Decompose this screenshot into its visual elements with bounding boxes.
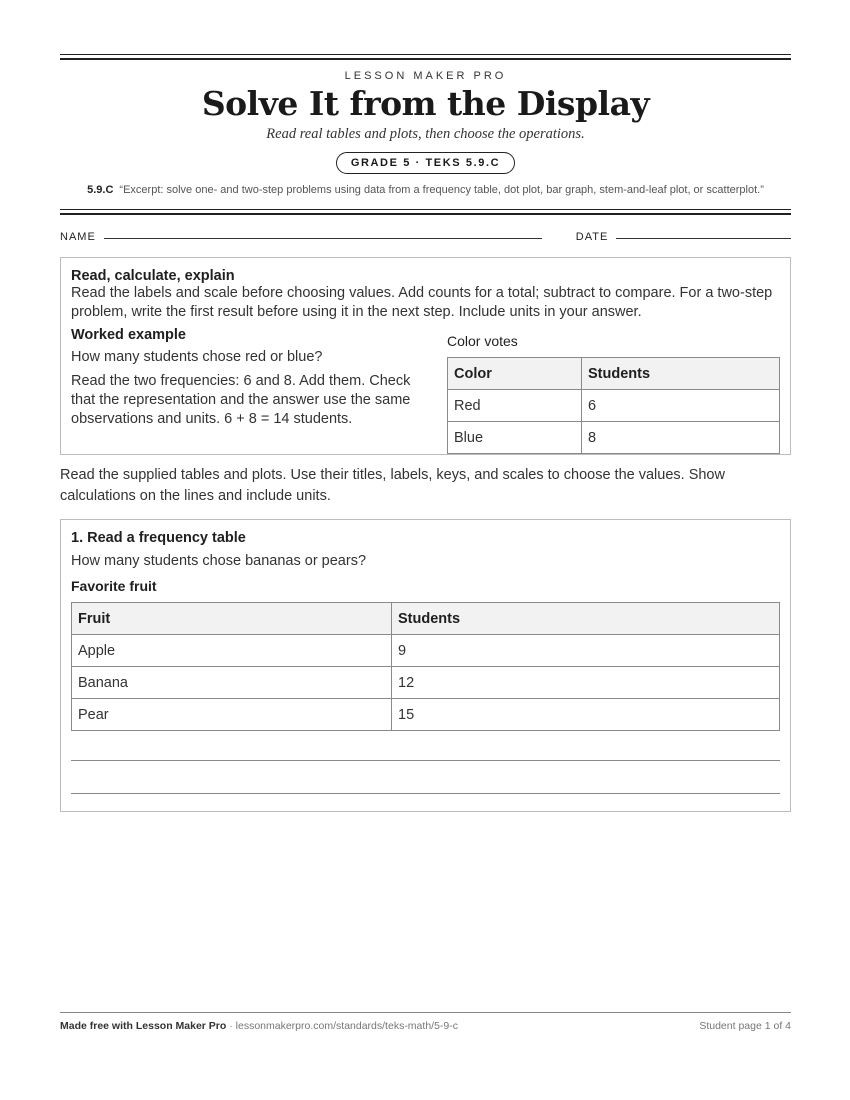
page-number: Student page 1 of 4: [699, 1020, 791, 1032]
favorite-fruit-table: [71, 602, 780, 731]
footer-separator: ·: [226, 1020, 236, 1032]
brand-name: LESSON MAKER PRO: [344, 70, 507, 82]
table-cell: 6: [582, 390, 780, 422]
header-bottom-double-rule: [60, 209, 791, 215]
question-1-prompt: How many students chose bananas or pears?: [71, 553, 367, 569]
worked-example: [71, 327, 780, 454]
column-header: Color: [448, 358, 582, 390]
answer-line[interactable]: [71, 793, 780, 794]
standard-excerpt: [60, 182, 791, 198]
table-cell: Apple: [72, 635, 392, 667]
table-row: [72, 699, 780, 731]
instructions-text: Read the supplied tables and plots. Use their titles, labels, keys, and scales to choose the values. Show calculations on the lines and include units.: [60, 467, 725, 504]
date-field[interactable]: [616, 238, 791, 239]
answer-line[interactable]: [71, 760, 780, 761]
table-cell: 12: [392, 667, 780, 699]
column-header: Fruit: [72, 603, 392, 635]
intro-box: [60, 257, 791, 455]
worksheet-page: [60, 54, 791, 812]
worked-example-solution: Read the two frequencies: 6 and 8. Add them. Check that the representation and the answer use the same observations and units. 6 + 8 = 14 students.: [71, 373, 411, 427]
standard-code: 5.9.C: [87, 184, 114, 196]
name-date-row: [60, 231, 791, 243]
footer-url: lessonmakerpro.com/standards/teks-math/5-9-c: [235, 1020, 458, 1032]
column-header: Students: [392, 603, 780, 635]
page-title: Solve It from the Display: [201, 84, 650, 123]
name-field[interactable]: [104, 238, 542, 239]
footer-made-with: Made free with Lesson Maker Pro: [60, 1020, 227, 1032]
table-row: [448, 390, 780, 422]
table-cell: Red: [448, 390, 582, 422]
table-cell: Blue: [448, 422, 582, 454]
table-cell: 9: [392, 635, 780, 667]
intro-text: Read the labels and scale before choosing values. Add counts for a total; subtract to compare. For a two-step problem, write the first result before using it in the next step. Include units in your answer.: [71, 285, 773, 320]
date-label: DATE: [575, 231, 609, 243]
table-cell: Banana: [72, 667, 392, 699]
worked-example-heading: Worked example: [71, 327, 186, 343]
top-double-rule: [60, 54, 791, 60]
table-row: [72, 667, 780, 699]
table-row: [448, 422, 780, 454]
grade-standard-badge: GRADE 5 · TEKS 5.9.C: [336, 152, 515, 174]
table-cell: Pear: [72, 699, 392, 731]
table-cell: 8: [582, 422, 780, 454]
page-footer: [60, 1012, 791, 1032]
intro-heading: Read, calculate, explain: [71, 268, 235, 284]
question-1-heading: 1. Read a frequency table: [71, 530, 246, 546]
table-cell: 15: [392, 699, 780, 731]
standard-text: “Excerpt: solve one- and two-step problems using data from a frequency table, dot plot, bar graph, stem-and-leaf plot, or scatterplot.”: [119, 184, 764, 196]
page-subtitle: Read real tables and plots, then choose the operations.: [266, 126, 585, 142]
color-votes-table: [447, 357, 780, 454]
favorite-fruit-caption: Favorite fruit: [71, 578, 157, 594]
worked-example-question: How many students chose red or blue?: [71, 349, 323, 365]
question-1-box: [60, 519, 791, 812]
table-header-row: [448, 358, 780, 390]
column-header: Students: [582, 358, 780, 390]
table-row: [72, 635, 780, 667]
table-header-row: [72, 603, 780, 635]
name-label: NAME: [60, 231, 96, 243]
color-votes-caption: Color votes: [447, 333, 518, 349]
